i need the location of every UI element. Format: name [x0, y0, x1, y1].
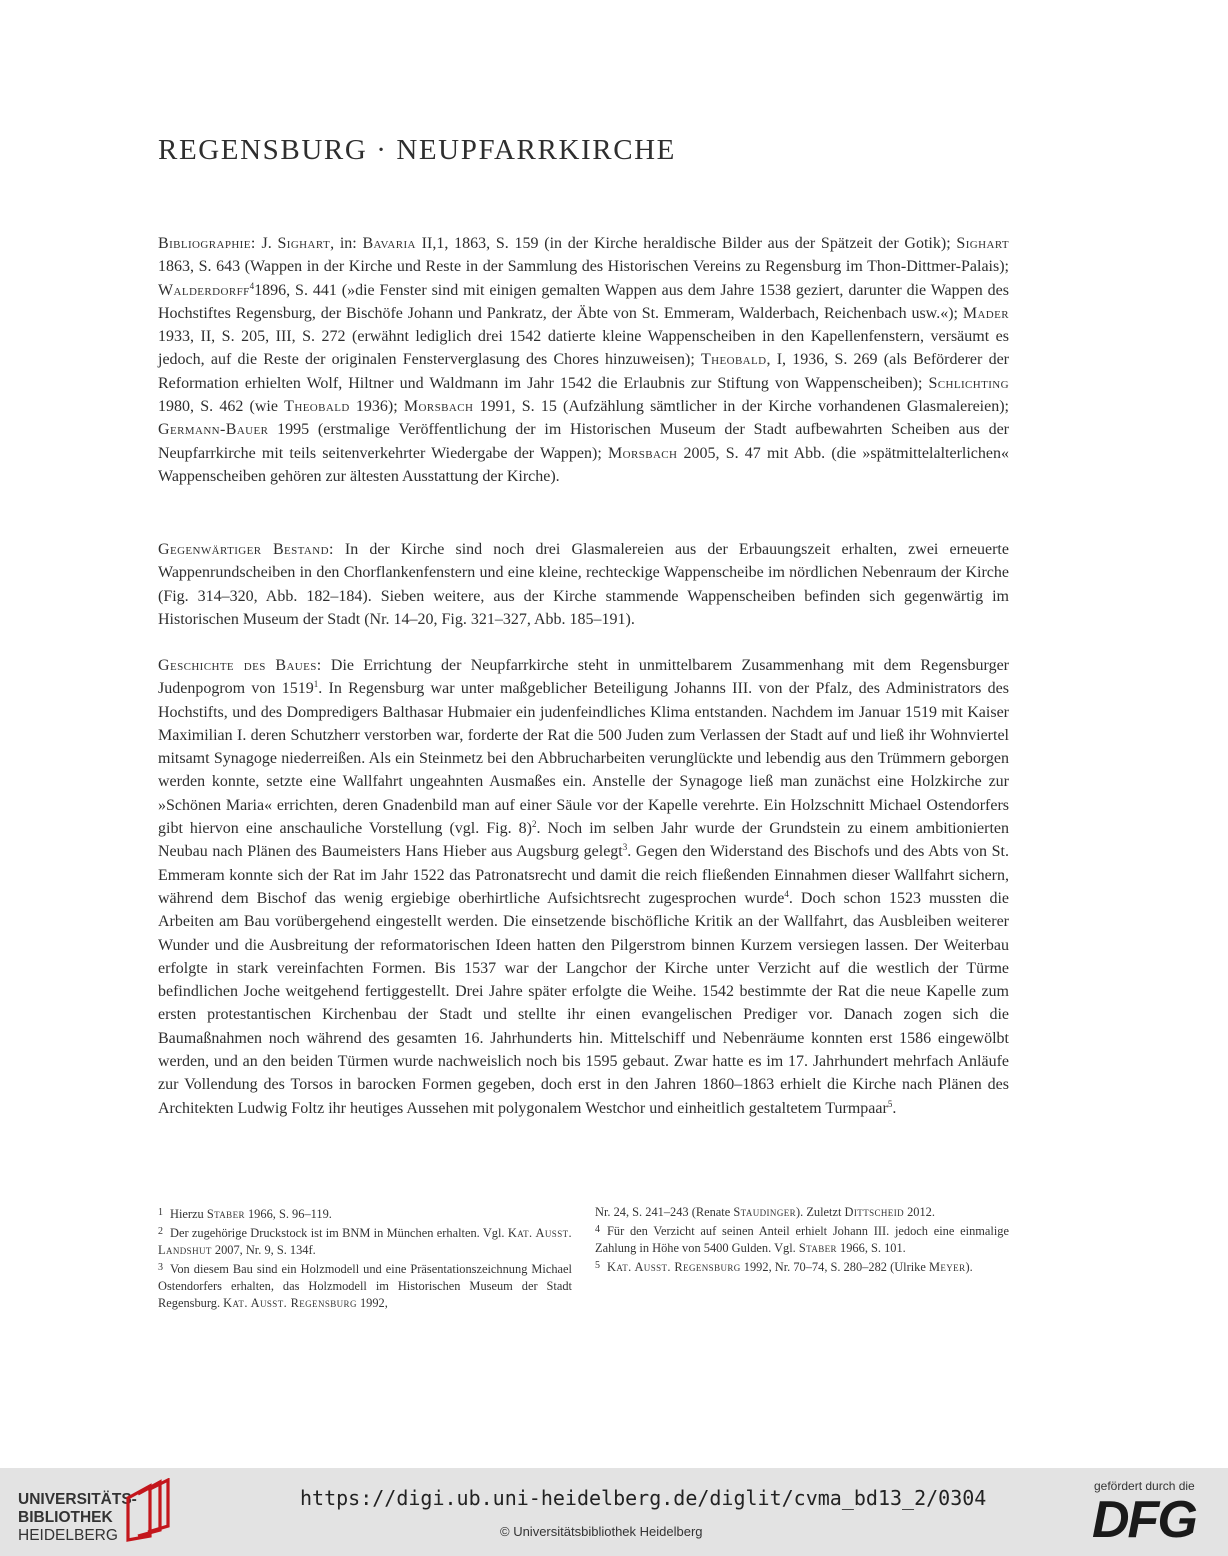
- section-label: Gegenwärtiger Bestand:: [158, 541, 334, 558]
- footnote-1: 1 Hierzu Staber 1966, S. 96–119.: [158, 1207, 332, 1221]
- footnote-2: 2 Der zugehörige Druckstock ist im BNM in München erhalten. Vgl. Kat. Ausst. Landshut 2007, Nr. 9, S. 134f.: [158, 1226, 572, 1257]
- citation: Theobald: [284, 398, 350, 416]
- citation: Sighart: [956, 235, 1010, 252]
- university-library-logo[interactable]: UNIVERSITÄTS- BIBLIOTHEK HEIDELBERG: [18, 1491, 137, 1544]
- citation: Morsbach: [403, 398, 474, 416]
- footnote-4: 4 Für den Verzicht auf seinen Anteil erhielt Johann III. jedoch eine einmalige Zahlung in Höhe von 5400 Gulden. Vgl. Staber 1966, S. 101.: [595, 1224, 1009, 1255]
- copyright-notice: © Universitätsbibliothek Heidelberg: [500, 1524, 703, 1539]
- section-label: Bibliographie:: [158, 235, 256, 252]
- footnote-5: 5 Kat. Ausst. Regensburg 1992, Nr. 70–74, S. 280–282 (Ulrike Meyer).: [595, 1260, 973, 1274]
- section-label: Geschichte des Baues:: [158, 657, 322, 674]
- bibliography-paragraph: Bibliographie: J. Sighart, in: Bavaria II,1, 1863, S. 159 (in der Kirche heraldische Bilder aus der Spätzeit der Gotik); Sighart 1863, S. 643 (Wappen in der Kirche und Reste in der Sammlung des Historischen Vereins zu Regensburg im Thon-Dittmer-Palais); Walderdorff$^4$1896, S. 441 (»die Fenster sind mit einigen gemalten Wappen aus dem Jahre 1538 geziert, darunter die Wappen des Hochstiftes Regensburg, der Bischöfe Johann und Pankratz, der Äbte von St. Emmeram, Walderbach, Reichenbach usw.«); Mader 1933, II, S. 205, III, S. 272 (erwähnt lediglich drei 1542 datierte kleine Wappenscheiben in den Kapellenfenstern, versäumt es jedoch, auf die Reste der originalen Fensterverglasung des Chores hinzuweisen); Theobald, I, 1936, S. 269 (als Beförderer der Reformation erhielten Wolf, Hiltner und Waldmann im Jahr 1542 die Erlaubnis zur Stiftung von Wappenscheiben); Schlichting 1980, S. 462 (wie Theobald 1936); Morsbach 1991, S. 15 (Aufzählung sämtlicher in der Kirche vorhandenen Glasmalereien); Germann-Bauer 1995 (erstmalige Veröffentlichung der im Historischen Museum der Stadt aufbewahrten Scheiben aus der Neupfarrkirche mit teils seitenverkehrter Wiedergabe der Wappen); Morsbach 2005, S. 47 mit Abb. (die »spätmittelalterlichen« Wappenscheiben gehören zur ältesten Ausstattung der Kirche).: [158, 235, 1010, 485]
- citation: Schlichting: [928, 374, 1009, 392]
- document-url-link[interactable]: https://digi.ub.uni-heidelberg.de/diglit/cvma_bd13_2/0304: [300, 1486, 987, 1510]
- citation: Germann-Bauer: [158, 421, 269, 439]
- footer-bar: [0, 1468, 1228, 1556]
- footnotes-left: [158, 1204, 572, 1312]
- page-title: REGENSBURG · NEUPFARRKIRCHE: [158, 134, 676, 166]
- dfg-logo[interactable]: DFG: [1092, 1491, 1196, 1549]
- footnote-ref[interactable]: 2: [531, 819, 537, 830]
- citation: Mader: [962, 304, 1009, 322]
- bestand-paragraph: Gegenwärtiger Bestand: In der Kirche sind noch drei Glasmalereien aus der Erbauungszeit erhalten, zwei erneuerte Wappenrundscheiben in den Chorflankenfenstern und eine kleine, rechteckige Wappenscheibe im nördlichen Nebenraum der Kirche (Fig. 314–320, Abb. 182–184). Sieben weitere, aus der Kirche stammende Wappenscheiben befinden sich gegenwärtig im Historischen Museum der Stadt (Nr. 14–20, Fig. 321–327, Abb. 185–191).: [158, 541, 1009, 628]
- footnote-ref[interactable]: 4: [784, 888, 789, 899]
- footnote-3-continued: Nr. 24, S. 241–243 (Renate Staudinger). Zuletzt Dittscheid 2012.: [595, 1205, 935, 1219]
- citation: Bavaria: [362, 235, 416, 252]
- footnote-ref[interactable]: 3: [622, 842, 628, 853]
- citation: Theobald: [700, 351, 767, 369]
- citation: Sighart: [277, 235, 331, 252]
- baugeschichte-paragraph: Geschichte des Baues: Die Errichtung der Neupfarrkirche steht in unmittelbarem Zusammenhang mit dem Regensburger Judenpogrom von 1519$^1$. In Regensburg war unter maßgeblicher Beteiligung Johanns III. von der Pfalz, des Administrators des Hochstifts, und des Dompredigers Balthasar Hubmaier ein judenfeindliches Klima entstanden. Nachdem im Januar 1519 mit Kaiser Maximilian I. deren Schutzherr verstorben war, forderte der Rat die 500 Juden zum Verlassen der Stadt auf und ließ ihr Wohnviertel mitsamt Synagoge niederreißen. Als ein Steinmetz bei den Abbrucharbeiten verunglückte und lebendig aus den Trümmern geborgen werden konnte, setzte eine Wallfahrt ungeahnten Ausmaßes ein. Anstelle der Synagoge ließ man zunächst eine Holzkirche zur »Schönen Maria« errichten, deren Gnadenbild man auf einer Säule vor der Kapelle verehrte. Ein Holzschnitt Michael Ostendorfers gibt hiervon eine anschauliche Vorstellung (vgl. Fig. 8)$^2$. Noch im selben Jahr wurde der Grundstein zu einem ambitionierten Neubau nach Plänen des Baumeisters Hans Hieber aus Augsburg gelegt$^3$. Gegen den Widerstand des Bischofs und des Abts von St. Emmeram konnte sich der Rat im Jahr 1522 das Patronatsrecht und damit die reich fließenden Einnahmen dieser Wallfahrt sichern, während dem Bischof das wenig ergiebige oberhirtliche Aufsichtsrecht zugesprochen wurde$^4$. Doch schon 1523 mussten die Arbeiten am Bau vorübergehend eingestellt werden. Die einsetzende bischöfliche Kritik an der Wallfahrt, das Ausbleiben weiterer Wunder und die Ausbreitung der reformatorischen Ideen hatten den Pilgerstrom binnen Kurzem versiegen lassen. Der Weiterbau erfolgte in stark vereinfachten Formen. Bis 1537 war der Langchor der Kirche unter Verzicht auf die westlich der Türme befindlichen Joche weitgehend fertiggestellt. Drei Jahre später erfolgte die Weihe. 1542 bestimmte der Rat die neue Kapelle zum ersten protestantischen Kirchenbau der Stadt und stellte ihr einen evangelischen Prediger vor. Danach zogen sich die Baumaßnahmen noch während des gesamten 16. Jahrhunderts hin. Mittelschiff und Nebenräume konnten erst 1586 eingewölbt werden, und an den beiden Türmen wurde nachweislich noch bis 1595 gebaut. Zwar hatte es im 17. Jahrhundert mehrfach Anläufe zur Vollendung des Torsos in barocken Formen gegeben, doch erst in den Jahren 1860–1863 erhielt die Kirche nach Plänen des Architekten Ludwig Foltz ihr heutiges Aussehen mit polygonalem Westchor und einheitlich gestaltetem Turmpaar$^5$.: [158, 657, 1010, 1117]
- footnote-3: 3 Von diesem Bau sind ein Holzmodell und eine Präsentationszeichnung Michael Ostendorfers erhalten, das Holzmodell im Historischen Museum der Stadt Regensburg. Kat. Ausst. Regensburg 1992,: [158, 1262, 572, 1310]
- footnote-ref[interactable]: 1: [313, 679, 319, 690]
- citation: Morsbach: [607, 444, 678, 462]
- citation: Walderdorff: [158, 281, 250, 299]
- library-logo-icon: [122, 1478, 172, 1544]
- funding-note: gefördert durch die: [1094, 1479, 1195, 1493]
- footnote-ref[interactable]: 5: [887, 1098, 893, 1109]
- footnotes-right: [595, 1204, 1009, 1276]
